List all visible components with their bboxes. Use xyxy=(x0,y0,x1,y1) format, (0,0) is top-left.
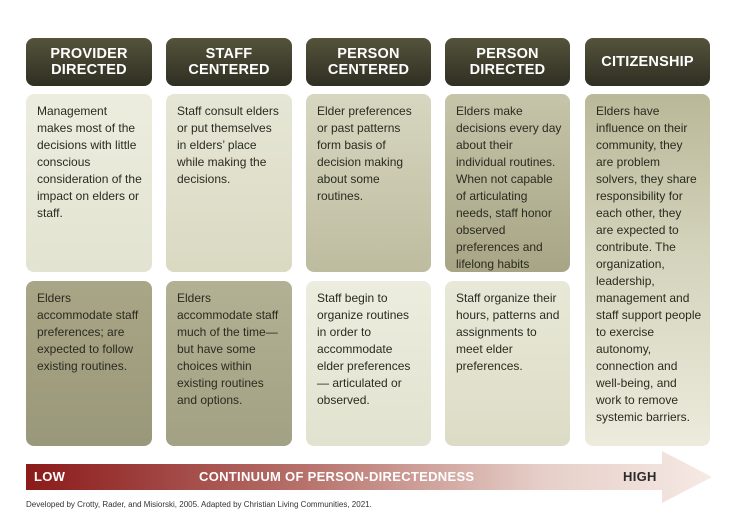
staff-centered-management-box xyxy=(166,94,292,272)
header-person-centered: PERSON CENTERED xyxy=(306,38,431,86)
person-directed-staff-box xyxy=(445,281,570,446)
header-person-directed: PERSON DIRECTED xyxy=(445,38,570,86)
person-directed-management-box xyxy=(445,94,570,272)
staff-centered-staff-text: Elders accommodate staff much of the time— but have some choices within existing routines and options. xyxy=(177,291,279,407)
staff-centered-staff-box xyxy=(166,281,292,446)
continuum-high-label: HIGH xyxy=(623,469,657,484)
person-centered-staff-text: Staff begin to organize routines in order to accommodate elder preferences — articulated or observed. xyxy=(317,291,411,407)
header-staff-centered: STAFF CENTERED xyxy=(166,38,292,86)
citizenship-box xyxy=(585,94,710,446)
staff-centered-management-text: Staff consult elders or put themselves in elders’ place while making the decisions. xyxy=(177,104,279,186)
person-centered-management-box xyxy=(306,94,431,272)
provider-directed-management-text: Management makes most of the decisions with little conscious consideration of the impact on elders or staff. xyxy=(37,104,142,220)
person-directed-staff-text: Staff organize their hours, patterns and assignments to meet elder preferences. xyxy=(456,291,560,373)
person-centered-management-text: Elder preferences or past patterns form basis of decision making about some routines. xyxy=(317,104,412,203)
provider-directed-staff-text: Elders accommodate staff preferences; are expected to follow existing routines. xyxy=(37,291,139,373)
header-provider-directed: PROVIDER DIRECTED xyxy=(26,38,152,86)
provider-directed-staff-box xyxy=(26,281,152,446)
person-directed-management-text: Elders make decisions every day about their individual routines. When not capable of articulating needs, staff honor observed preferences and lifelong habits xyxy=(456,104,562,271)
continuum-low-label: LOW xyxy=(34,469,66,484)
person-centered-staff-box xyxy=(306,281,431,446)
header-citizenship: CITIZENSHIP xyxy=(585,38,710,86)
source-footnote: Developed by Crotty, Rader, and Misiorski, 2005. Adapted by Christian Living Communities, 2021. xyxy=(26,500,372,509)
provider-directed-management-box xyxy=(26,94,152,272)
continuum-title: CONTINUUM OF PERSON-DIRECTEDNESS xyxy=(199,469,475,484)
citizenship-text: Elders have influence on their community, they are problem solvers, they share responsibility for each other, they are expected to contribute. The organization, leadership, management and staff support people to exercise autonomy, connection and well-being, and work to remove systemic barriers. xyxy=(596,104,702,424)
